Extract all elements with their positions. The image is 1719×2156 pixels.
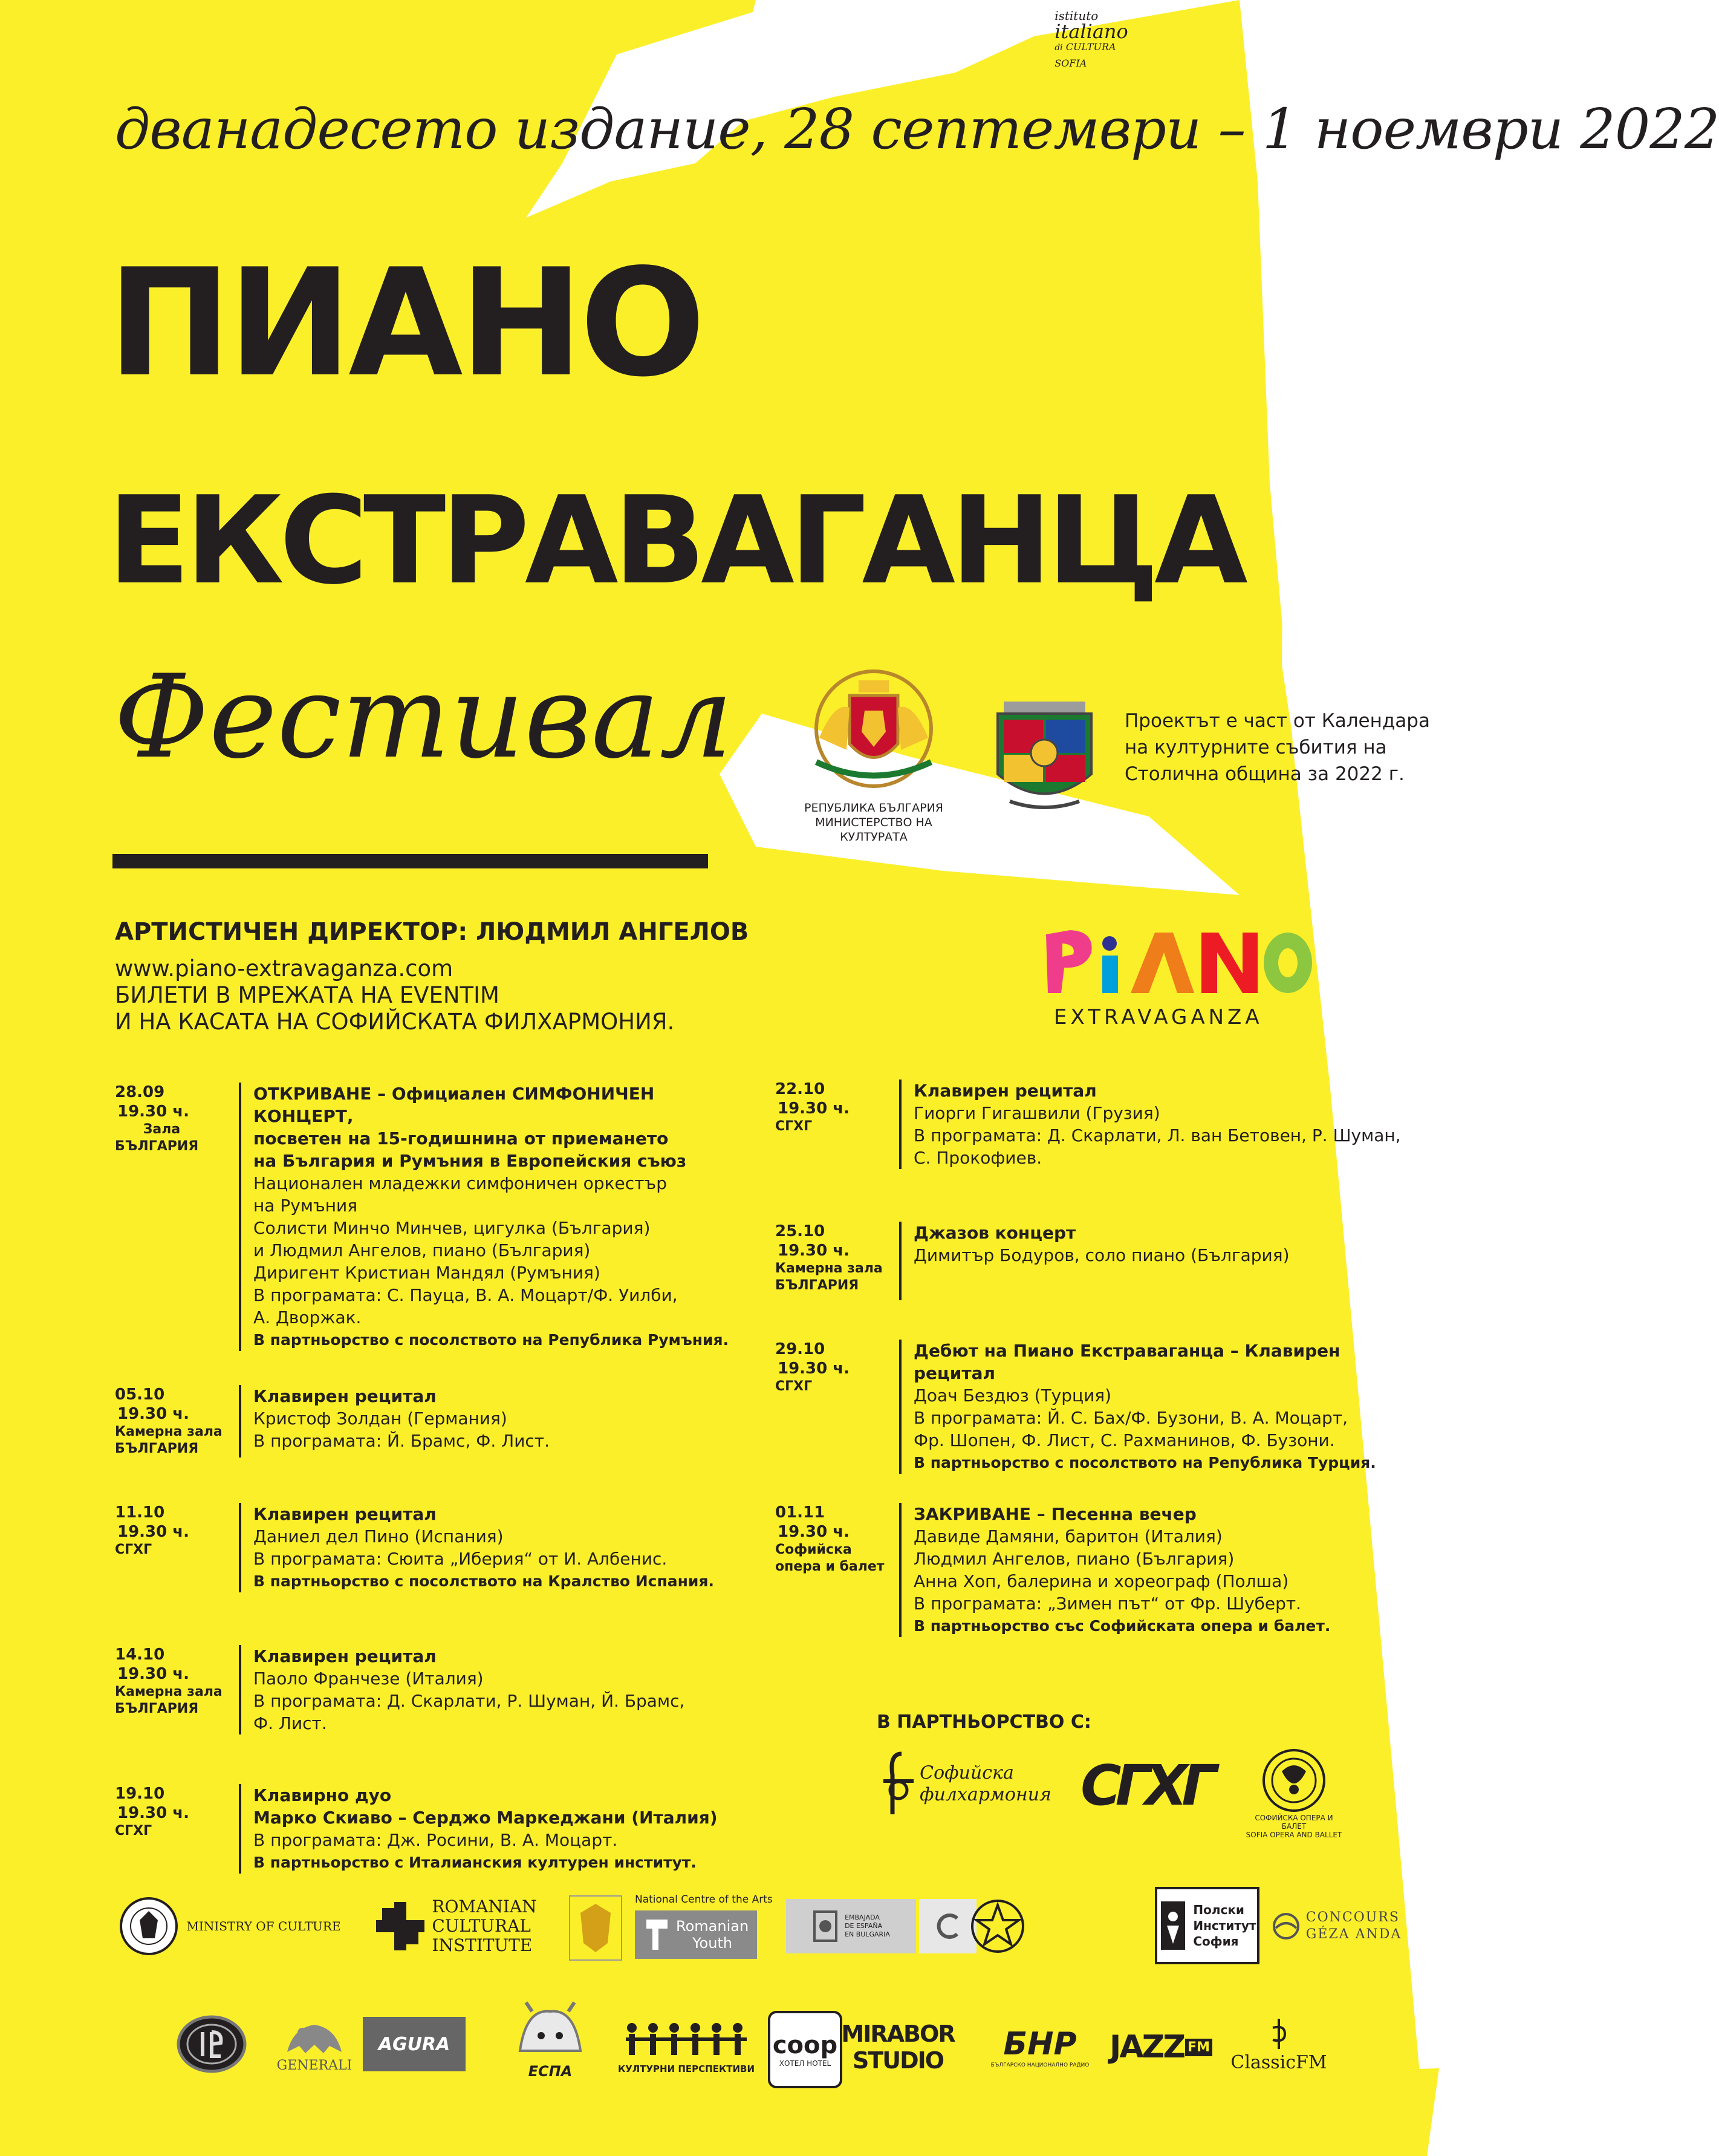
concours-geza-anda-logo	[1267, 1899, 1406, 1953]
ticket-line: БИЛЕТИ В МРЕЖАТА НА EVENTIM	[115, 982, 499, 1008]
event-11-10	[115, 1503, 749, 1592]
sghg-wordmark: СГХГ	[1080, 1753, 1211, 1818]
event-heading: ЗАКРИВАНЕ – Песенна вечер	[914, 1504, 1197, 1524]
ticket-info	[115, 956, 674, 1035]
event-line: Доач Бездюз (Турция)	[914, 1386, 1112, 1405]
embajada-espana-logo	[786, 1899, 916, 1953]
philharmonic-name: филхармония	[920, 1784, 1051, 1805]
iic-text: italiano	[1054, 19, 1128, 43]
event-line: В програмата: Й. Брамс, Ф. Лист.	[253, 1431, 550, 1451]
event-line: Давиде Дамяни, баритон (Италия)	[914, 1526, 1223, 1546]
event-body	[239, 1503, 749, 1592]
event-line: на Румъния	[253, 1196, 358, 1216]
bulgaria-coat-of-arms-icon	[792, 665, 955, 798]
event-venue: БЪЛГАРИЯ	[115, 1441, 199, 1456]
event-heading: Клавирен рецитал	[914, 1081, 1097, 1101]
romanian-youth-badge	[635, 1910, 757, 1959]
kulturni-text: КУЛТУРНИ ПЕРСПЕКТИВИ	[617, 2063, 755, 2074]
classicfm-text: ClassicFM	[1230, 2051, 1327, 2073]
event-line: В програмата: Дж. Росини, В. А. Моцарт.	[253, 1830, 618, 1850]
philharmonic-f-icon	[877, 1748, 920, 1820]
event-venue: СГХГ	[775, 1379, 813, 1394]
rci-name: INSTITUTE	[432, 1935, 533, 1955]
title-line-2: ЕКСТРАВАГАНЦА	[108, 471, 1243, 611]
generali-logo	[272, 2005, 357, 2083]
sofia-coat-of-arms-icon	[986, 689, 1103, 816]
italian-republic-emblem	[967, 1887, 1028, 1965]
event-heading: Клавирно дуо	[253, 1785, 392, 1805]
event-22-10	[775, 1080, 1415, 1169]
event-body	[899, 1080, 1415, 1169]
calendar-note-line: на културните събития на	[1125, 737, 1387, 758]
calendar-note	[1125, 708, 1463, 787]
jazzfm-text: FM	[1185, 2039, 1212, 2056]
event-time: 19.30 ч.	[117, 1665, 190, 1683]
opera-caption: СОФИЙСКА ОПЕРА И БАЛЕТ	[1255, 1814, 1333, 1831]
event-date: 01.11	[775, 1503, 825, 1522]
polish-institute-text: София	[1193, 1934, 1239, 1949]
event-partner: В партньорство с посолството на Република Турция.	[914, 1454, 1376, 1471]
event-date: 22.10	[775, 1080, 825, 1098]
event-line: В програмата: С. Пауца, В. А. Моцарт/Ф. Уилби,	[253, 1285, 678, 1305]
event-line: Гиорги Гигашвили (Грузия)	[914, 1103, 1160, 1123]
polish-institute-logo	[1155, 1887, 1259, 1964]
website-link[interactable]: www.piano-extravaganza.com	[115, 956, 453, 982]
romanian-youth-icon	[643, 1917, 670, 1953]
event-line: В програмата: Д. Скарлати, Л. ван Бетовен, Р. Шуман,	[914, 1125, 1401, 1145]
national-centre-arts-logo	[635, 1887, 780, 1965]
piano-extravaganza-logo	[1043, 925, 1315, 1029]
event-date-block	[115, 1784, 239, 1874]
ministry-caption-1: РЕПУБЛИКА БЪЛГАРИЯ	[804, 801, 943, 815]
opera-emblem-icon	[1258, 1747, 1330, 1814]
romanian-eagle-crest-icon	[568, 1895, 623, 1961]
event-19-10	[115, 1784, 749, 1874]
event-line: А. Дворжак.	[253, 1308, 362, 1327]
sghg-logo	[1073, 1751, 1218, 1820]
event-line: Кристоф Золдан (Германия)	[253, 1409, 507, 1428]
coop-hotel-logo	[768, 2011, 842, 2088]
artistic-director: АРТИСТИЧЕН ДИРЕКТОР: ЛЮДМИЛ АНГЕЛОВ	[115, 918, 749, 946]
iic-text: SOFIA	[1054, 57, 1087, 69]
event-date: 05.10	[115, 1386, 165, 1404]
event-venue: БЪЛГАРИЯ	[775, 1278, 859, 1293]
rci-cross-icon	[376, 1902, 424, 1950]
event-date-block	[115, 1645, 239, 1734]
jazz-fm-logo	[1110, 2011, 1212, 2083]
event-venue: БЪЛГАРИЯ	[115, 1701, 199, 1716]
event-body	[239, 1083, 749, 1351]
event-body	[899, 1503, 1415, 1637]
event-date-block	[775, 1222, 899, 1300]
event-date: 19.10	[115, 1785, 165, 1803]
event-partner: В партньорство със Софийската опера и балет.	[914, 1617, 1331, 1635]
piano-logo-sub: EXTRAVAGANZA	[1054, 1005, 1263, 1029]
event-line: В програмата: Сюита „Иберия“ от И. Албенис.	[253, 1549, 668, 1569]
edition-subtitle: дванадесето издание, 28 септември – 1 ноември 2022	[115, 97, 1719, 161]
italian-star-emblem-icon	[969, 1893, 1027, 1959]
iic-text: di	[1054, 42, 1063, 53]
event-line: В програмата: Д. Скарлати, Р. Шуман, Й. Брамс,	[253, 1691, 685, 1711]
classic-fm-logo	[1227, 2002, 1330, 2086]
romanian-government-seal-icon	[119, 1896, 179, 1956]
event-partner: В партньорство с Италианския културен институт.	[253, 1854, 697, 1871]
mirabor-studio-logo	[841, 2008, 955, 2086]
event-body	[899, 1340, 1415, 1474]
ncca-text: National Centre of the Arts	[635, 1894, 773, 1906]
sofia-municipality-crest	[986, 689, 1103, 819]
spanish-crest-icon	[812, 1908, 839, 1944]
calendar-note-line: Проектът е част от Календара	[1125, 710, 1430, 732]
event-venue: Софийска	[775, 1542, 852, 1557]
ticket-line: И НА КАСАТА НА СОФИЙСКАТА ФИЛХАРМОНИЯ.	[115, 1009, 675, 1035]
event-heading: посветен на 15-годишнина от приемането	[253, 1128, 669, 1148]
concours-text: GÉZA ANDA	[1305, 1927, 1402, 1942]
event-heading: Дебют на Пиано Екстраваганца – Клавирен рецитал	[914, 1341, 1340, 1383]
title-line-1: ПИАНО	[108, 237, 703, 409]
event-date: 14.10	[115, 1646, 165, 1664]
espa-text: ЕСПА	[528, 2063, 573, 2080]
event-heading: Марко Скиаво – Серджо Маркеджани (Италия)	[253, 1808, 718, 1828]
espa-rabbit-icon	[508, 2002, 593, 2063]
event-time: 19.30 ч.	[778, 1099, 850, 1118]
embajada-text: DE ESPAÑA	[845, 1922, 883, 1930]
embajada-text: EN BULGARIA	[845, 1930, 890, 1938]
romanian-ministry-logo	[109, 1893, 351, 1959]
event-venue: опера и балет	[775, 1559, 885, 1574]
event-body	[239, 1385, 749, 1457]
divider-rule	[112, 854, 708, 868]
polish-institute-text: Институт	[1193, 1918, 1256, 1933]
classic-fm-clef-icon	[1267, 2016, 1291, 2052]
rci-name: CULTURAL	[432, 1916, 531, 1936]
ir-logo	[166, 2011, 257, 2077]
event-body	[239, 1784, 749, 1874]
event-venue: Зала	[143, 1122, 181, 1137]
event-line: Даниел дел Пино (Испания)	[253, 1526, 504, 1546]
event-time: 19.30 ч.	[117, 1804, 190, 1822]
event-date-block	[115, 1083, 239, 1351]
romanian-cultural-institute-logo	[357, 1890, 556, 1962]
event-venue: Камерна зала	[115, 1684, 223, 1699]
italian-cultural-institute-logo	[1034, 0, 1149, 79]
event-14-10	[115, 1645, 749, 1734]
event-venue: СГХГ	[775, 1119, 813, 1134]
embajada-text: EMBAJADA	[845, 1913, 880, 1921]
event-time: 19.30 ч.	[117, 1405, 190, 1423]
event-body	[239, 1645, 749, 1734]
event-line: В програмата: Й. С. Бах/Ф. Бузони, В. А. Моцарт,	[914, 1408, 1348, 1428]
romanian-youth-text: Youth	[692, 1935, 733, 1952]
event-25-10	[775, 1222, 1415, 1300]
event-line: Ф. Лист.	[253, 1713, 327, 1733]
event-date: 28.09	[115, 1083, 165, 1101]
mirabor-text: STUDIO	[852, 2047, 944, 2074]
ministry-of-culture-text: MINISTRY OF CULTURE	[186, 1919, 341, 1933]
philharmonic-name: Софийска	[920, 1762, 1014, 1783]
title-line-festival: Фестивал	[114, 650, 733, 784]
ministry-of-culture-logo	[792, 665, 955, 844]
sofia-philharmonic-logo	[880, 1745, 1049, 1823]
event-28-09	[115, 1083, 749, 1351]
agura-text: AGURA	[378, 2033, 450, 2055]
event-29-10	[775, 1340, 1415, 1474]
sofia-opera-logo	[1243, 1748, 1345, 1838]
bnr-text: БЪЛГАРСКО НАЦИОНАЛНО РАДИО	[990, 2062, 1090, 2068]
event-time: 19.30 ч.	[778, 1242, 850, 1260]
generali-lion-icon	[281, 2016, 348, 2058]
agura-logo	[363, 2017, 466, 2071]
calendar-note-line: Столична община за 2022 г.	[1125, 763, 1405, 785]
event-venue: БЪЛГАРИЯ	[115, 1139, 199, 1154]
event-venue: Камерна зала	[115, 1424, 223, 1439]
event-body	[899, 1222, 1415, 1300]
event-date: 25.10	[775, 1222, 825, 1240]
ministry-caption-2: МИНИСТЕРСТВО НА КУЛТУРАТА	[815, 816, 932, 844]
event-date-block	[115, 1385, 239, 1457]
generali-text: GENERALI	[276, 2057, 353, 2073]
event-date-block	[775, 1340, 899, 1474]
jazzfm-text: JAZZ	[1110, 2029, 1184, 2065]
kulturni-perspektivi-logo	[614, 2011, 759, 2083]
partners-label: В ПАРТНЬОРСТВО С:	[877, 1711, 1091, 1733]
event-line: и Людмил Ангелов, пиано (България)	[253, 1240, 591, 1260]
event-time: 19.30 ч.	[778, 1360, 850, 1378]
coop-text: ХОТЕЛ HOTEL	[779, 2059, 831, 2068]
concours-text: CONCOURS	[1305, 1910, 1400, 1925]
event-partner: В партньорство с посолството на Република Румъния.	[253, 1331, 729, 1349]
event-line: Паоло Франчезе (Италия)	[253, 1669, 484, 1689]
event-heading: Клавирен рецитал	[253, 1646, 437, 1666]
event-heading: Клавирен рецитал	[253, 1386, 437, 1406]
event-time: 19.30 ч.	[117, 1102, 190, 1121]
dancing-people-icon	[620, 2021, 753, 2060]
event-line: В програмата: „Зимен път“ от Фр. Шуберт.	[914, 1594, 1302, 1614]
event-heading: Клавирен рецитал	[253, 1504, 437, 1524]
espa-logo	[502, 1996, 599, 2086]
event-line: Диригент Кристиан Мандял (Румъния)	[253, 1263, 600, 1283]
event-time: 19.30 ч.	[117, 1523, 190, 1541]
event-heading: ОТКРИВАНЕ – Официален СИМФОНИЧЕН КОНЦЕРТ,	[253, 1084, 655, 1126]
event-line: Солисти Минчо Минчев, цигулка (България)	[253, 1218, 651, 1238]
rci-name: ROMANIAN	[432, 1897, 537, 1917]
coop-text: coop	[772, 2031, 838, 2059]
event-date: 29.10	[775, 1340, 825, 1358]
event-date-block	[775, 1080, 899, 1169]
event-partner: В партньорство с посолството на Кралство Испания.	[253, 1572, 714, 1590]
event-venue: Камерна зала	[775, 1261, 883, 1276]
polish-institute-text: Полски	[1193, 1903, 1244, 1917]
piano-wordmark-icon	[1043, 925, 1315, 998]
event-line: Димитър Бодуров, соло пиано (България)	[914, 1245, 1290, 1265]
bnr-text: БНР	[1003, 2026, 1077, 2062]
bnr-logo	[980, 2014, 1100, 2080]
polish-institute-figure-icon	[1158, 1898, 1188, 1953]
event-05-10	[115, 1385, 749, 1457]
event-date-block	[115, 1503, 239, 1592]
event-heading: Джазов концерт	[914, 1223, 1076, 1243]
event-line: Людмил Ангелов, пиано (България)	[914, 1549, 1235, 1569]
event-venue: СГХГ	[115, 1542, 152, 1557]
event-line: Фр. Шопен, Ф. Лист, С. Рахманинов, Ф. Бузони.	[914, 1430, 1335, 1450]
opera-caption: SOFIA OPERA AND BALLET	[1246, 1831, 1342, 1839]
iic-text: istituto	[1054, 8, 1099, 23]
event-line: С. Прокофиев.	[914, 1148, 1042, 1168]
ir-monogram-icon	[175, 2014, 248, 2074]
event-01-11	[775, 1503, 1415, 1637]
concours-circle-icon	[1271, 1911, 1301, 1941]
event-time: 19.30 ч.	[778, 1523, 850, 1541]
event-venue: СГХГ	[115, 1823, 152, 1838]
event-line: Национален младежки симфоничен оркестър	[253, 1173, 667, 1193]
event-date: 11.10	[115, 1503, 165, 1522]
event-line: Анна Хоп, балерина и хореограф (Полша)	[914, 1571, 1289, 1591]
mirabor-text: MIRABOR	[841, 2021, 955, 2047]
iic-text: CULTURA	[1065, 41, 1116, 53]
event-date-block	[775, 1503, 899, 1637]
romanian-youth-text: Romanian	[676, 1918, 749, 1935]
event-heading: на България и Румъния в Европейския съюз	[253, 1151, 687, 1171]
romanian-crest-logo	[565, 1893, 626, 1962]
cooperacion-c-icon	[933, 1911, 963, 1941]
